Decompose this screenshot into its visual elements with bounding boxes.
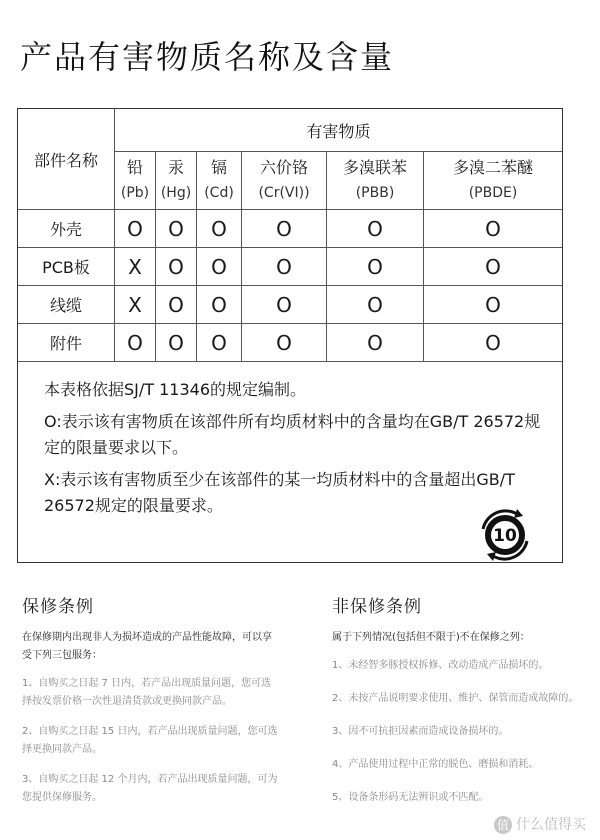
- hazardous-substance-table-box: [17, 108, 563, 563]
- value-cell: O: [156, 248, 197, 286]
- value-cell: O: [424, 248, 563, 286]
- part-name-cell: PCB板: [18, 248, 115, 286]
- value-cell: O: [424, 210, 563, 248]
- value-cell: O: [242, 286, 327, 324]
- substance-col-header: 铅 (Pb): [115, 152, 156, 210]
- value-cell: X: [115, 248, 156, 286]
- list-item: 3、因不可抗拒因素而造成设备损坏的。: [332, 726, 509, 737]
- value-cell: O: [115, 210, 156, 248]
- value-cell: O: [242, 210, 327, 248]
- value-cell: O: [156, 210, 197, 248]
- list-item: 1、未经智多豚授权拆修、改动造成产品损坏的。: [332, 660, 549, 671]
- part-name-header: 部件名称: [18, 109, 115, 210]
- value-cell: O: [327, 210, 424, 248]
- value-cell: O: [242, 324, 327, 362]
- value-cell: O: [197, 248, 242, 286]
- value-cell: O: [242, 248, 327, 286]
- value-cell: O: [327, 324, 424, 362]
- note-standard: 本表格依据SJ/T 11346的规定编制。: [44, 380, 307, 399]
- page-title: 产品有害物质名称及含量: [20, 38, 395, 76]
- part-name-cell: 线缆: [18, 286, 115, 324]
- watermark-badge-icon: 值: [494, 816, 512, 834]
- list-item: 2、未按产品说明要求使用、维护、保管而造成故障的。: [332, 693, 579, 704]
- list-item: 5、设备条形码无法辨识或不匹配。: [332, 792, 489, 803]
- list-item: 3、自购买之日起 12 个月内，若产品出现质量问题，可为您提供保修服务。: [22, 774, 278, 803]
- value-cell: O: [424, 324, 563, 362]
- table-row: [18, 286, 562, 324]
- rohs-period-number: 10: [493, 526, 517, 546]
- value-cell: O: [115, 324, 156, 362]
- hazardous-substance-table: [18, 109, 562, 362]
- list-item: 2、自购买之日起 15 日内，若产品出现质量问题，您可选择更换同款产品。: [22, 726, 278, 755]
- warranty-section: [22, 592, 280, 819]
- environmental-protection-period-icon: [477, 507, 533, 563]
- value-cell: O: [197, 324, 242, 362]
- table-row: [18, 324, 562, 362]
- part-name-cell: 附件: [18, 324, 115, 362]
- watermark: [494, 814, 586, 834]
- table-notes: [44, 377, 554, 525]
- value-cell: O: [197, 210, 242, 248]
- value-cell: O: [197, 286, 242, 324]
- note-o-meaning: O:表示该有害物质在该部件所有均质材料中的含量均在GB/T 26572规定的限量要求以下。: [44, 412, 541, 457]
- substance-col-header: 汞 (Hg): [156, 152, 197, 210]
- non-warranty-section: [332, 592, 582, 822]
- value-cell: O: [424, 286, 563, 324]
- value-cell: O: [327, 286, 424, 324]
- note-x-meaning: X:表示该有害物质至少在该部件的某一均质材料中的含量超出GB/T 26572规定的限量要求。: [44, 470, 515, 515]
- non-warranty-title: 非保修条例: [332, 597, 422, 617]
- substance-col-header: 六价铬 (Cr(VI)): [242, 152, 327, 210]
- watermark-text: 什么值得买: [516, 817, 586, 833]
- warranty-title: 保修条例: [22, 597, 94, 617]
- substance-col-header: 多溴联苯 (PBB): [327, 152, 424, 210]
- value-cell: X: [115, 286, 156, 324]
- table-row: [18, 210, 562, 248]
- value-cell: O: [156, 324, 197, 362]
- warranty-intro: 在保修期内出现非人为损坏造成的产品性能故障，可以享受下列三包服务：: [22, 632, 272, 661]
- part-name-cell: 外壳: [18, 210, 115, 248]
- substance-col-header: 多溴二苯醚 (PBDE): [424, 152, 563, 210]
- table-row: [18, 248, 562, 286]
- value-cell: O: [156, 286, 197, 324]
- value-cell: O: [327, 248, 424, 286]
- list-item: 4、产品使用过程中正常的脱色、磨损和消耗。: [332, 759, 539, 770]
- list-item: 1、自购买之日起 7 日内，若产品出现质量问题，您可选择按发票价格一次性退清货款或更换同款产品。: [22, 678, 272, 707]
- non-warranty-intro: 属于下列情况(包括但不限于)不在保修之列：: [332, 632, 530, 643]
- hazardous-substance-header: 有害物质: [115, 109, 563, 152]
- substance-col-header: 镉 (Cd): [197, 152, 242, 210]
